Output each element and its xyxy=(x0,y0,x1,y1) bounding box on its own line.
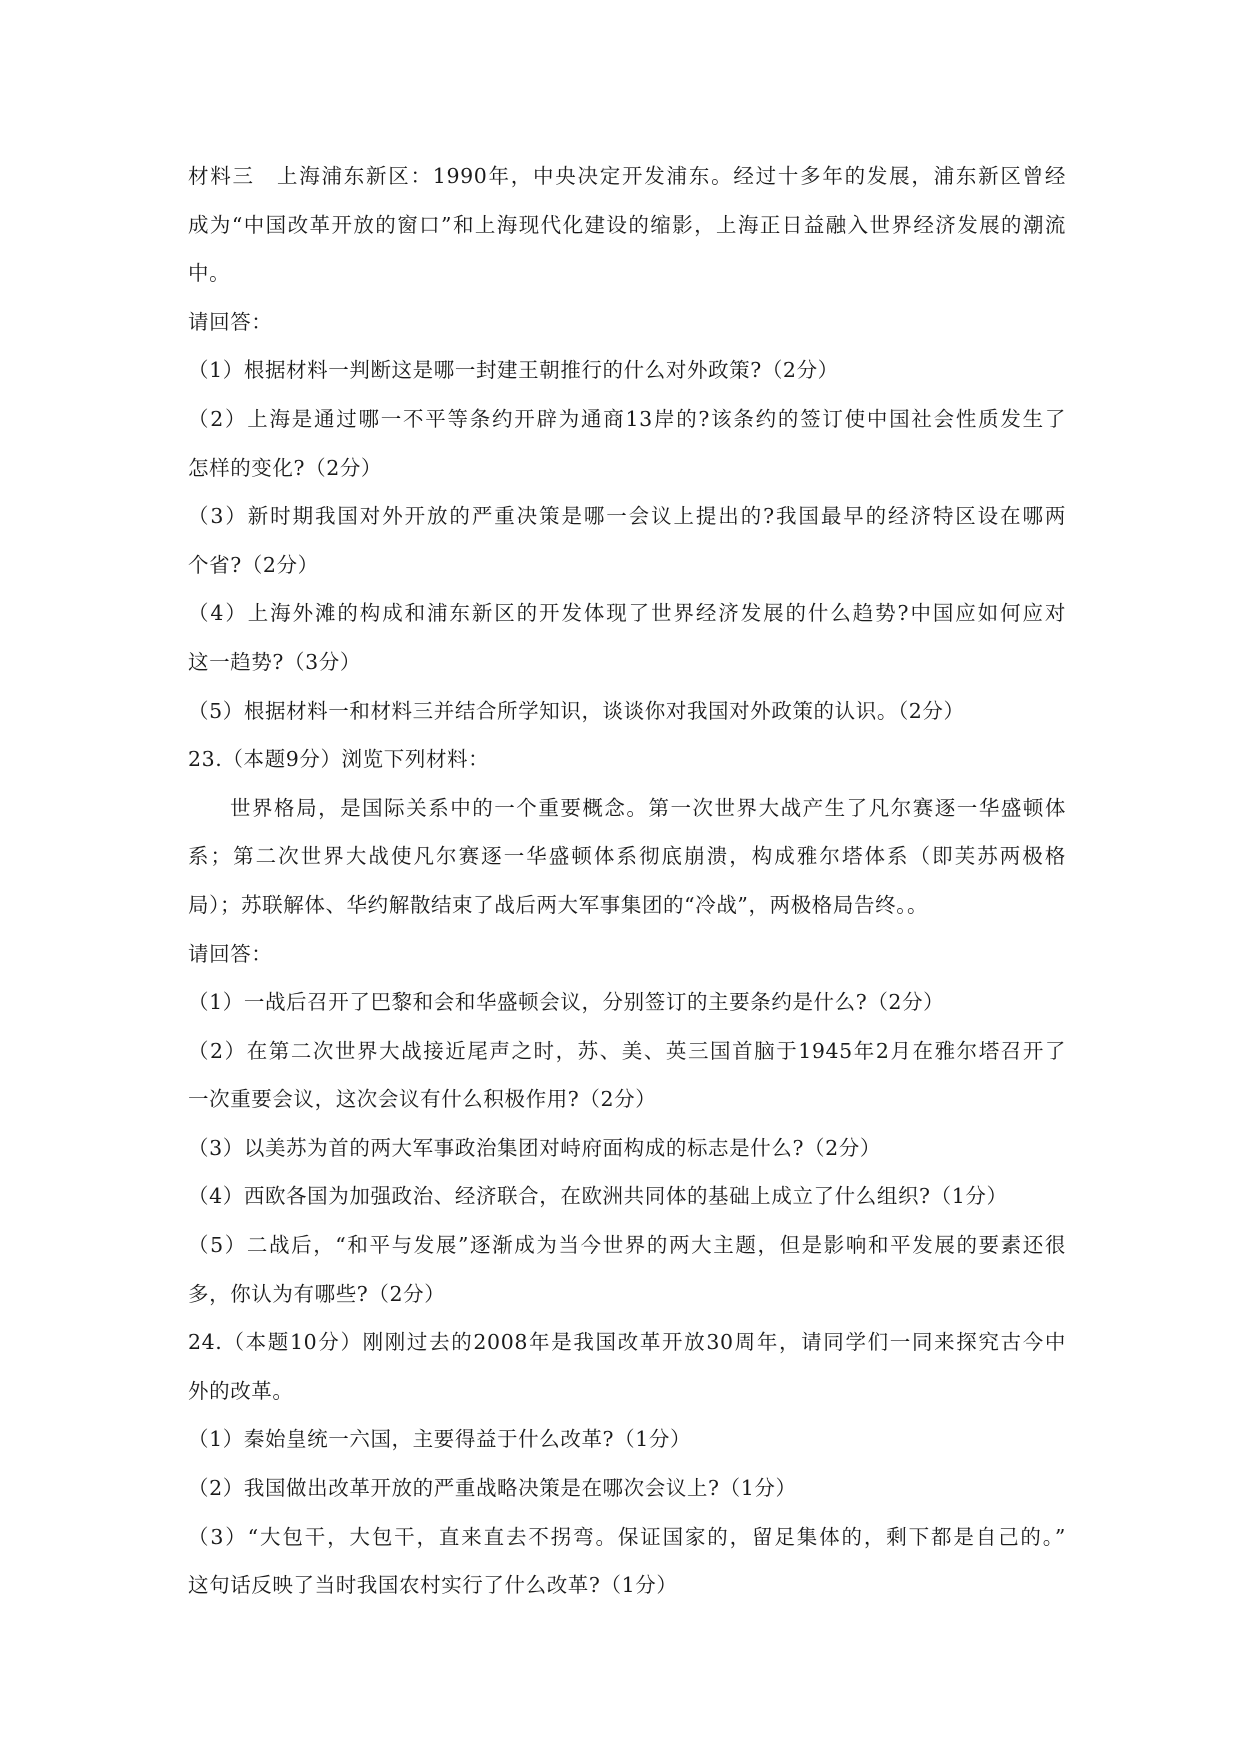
q23-sub-2-line-1: （2）在第二次世界大战接近尾声之时，苏、美、英三国首脑于1945年2月在雅尔塔召开了 xyxy=(188,1038,1066,1063)
material-3 xyxy=(188,152,1066,298)
q22-sub-3-line-1: （3）新时期我国对外开放的严重决策是哪一会议上提出的?我国最早的经济特区设在哪两 xyxy=(188,504,1066,529)
q22-sub-5: （5）根据材料一和材料三并结合所学知识，谈谈你对我国对外政策的认识。（2分） xyxy=(188,698,965,723)
exam-page xyxy=(188,152,1066,1610)
q23-sub-5-line-1: （5）二战后，“和平与发展”逐渐成为当今世界的两大主题，但是影响和平发展的要素还很 xyxy=(188,1233,1066,1258)
q22-sub-3-line-2: 个省?（2分） xyxy=(188,552,319,577)
q22-sub-4-line-2: 这一趋势?（3分） xyxy=(188,649,361,674)
q24-heading-line-1: 24.（本题10分）刚刚过去的2008年是我国改革开放30周年，请同学们一同来探究古今中 xyxy=(188,1330,1066,1355)
material-3-line-1: 材料三 上海浦东新区：1990年，中央决定开发浦东。经过十多年的发展，浦东新区曾经 xyxy=(188,164,1066,188)
q23-material-line-2: 系；第二次世界大战使凡尔赛逐一华盛顿体系彻底崩溃，构成雅尔塔体系（即芙苏两极格 xyxy=(188,844,1066,869)
q23-prompt: 请回答： xyxy=(188,941,273,966)
q23-sub-5-line-2: 多，你认为有哪些?（2分） xyxy=(188,1281,446,1306)
material-3-line-3: 中。 xyxy=(188,261,231,286)
q22-prompt: 请回答： xyxy=(188,309,273,334)
question-22-subquestions xyxy=(188,298,1066,735)
q22-sub-4-line-1: （4）上海外滩的构成和浦东新区的开发体现了世界经济发展的什么趋势?中国应如何应对 xyxy=(188,601,1066,626)
q22-sub-1: （1）根据材料一判断这是哪一封建王朝推行的什么对外政策?（2分） xyxy=(188,358,839,383)
q22-sub-2-line-2: 怎样的变化?（2分） xyxy=(188,455,383,480)
q22-sub-2-line-1: （2）上海是通过哪一不平等条约开辟为通商13岸的?该条约的签订使中国社会性质发生了 xyxy=(188,406,1066,431)
q24-sub-3-line-2: 这句话反映了当时我国农村实行了什么改革?（1分） xyxy=(188,1573,678,1598)
q23-material-line-3: 局）；苏联解体、华约解散结束了战后两大军事集团的“冷战”，两极格局告终。。 xyxy=(188,892,929,917)
question-23 xyxy=(188,735,1066,1318)
q24-sub-1: （1）秦始皇统一六国，主要得益于什么改革?（1分） xyxy=(188,1427,692,1452)
q23-sub-1: （1）一战后召开了巴黎和会和华盛顿会议，分别签订的主要条约是什么?（2分） xyxy=(188,990,945,1015)
q23-sub-2-line-2: 一次重要会议，这次会议有什么积极作用?（2分） xyxy=(188,1087,657,1112)
q23-heading: 23.（本题9分）浏览下列材料： xyxy=(188,747,490,772)
q23-material-line-1: 世界格局，是国际关系中的一个重要概念。第一次世界大战产生了凡尔赛逐一华盛顿体 xyxy=(230,795,1066,820)
q23-sub-3: （3）以美苏为首的两大军事政治集团对峙府面构成的标志是什么?（2分） xyxy=(188,1135,881,1160)
q24-heading-line-2: 外的改革。 xyxy=(188,1378,294,1403)
question-24 xyxy=(188,1318,1066,1610)
q23-sub-4: （4）西欧各国为加强政治、经济联合，在欧洲共同体的基础上成立了什么组织?（1分） xyxy=(188,1184,1008,1209)
q24-sub-2: （2）我国做出改革开放的严重战略决策是在哪次会议上?（1分） xyxy=(188,1476,797,1501)
q24-sub-3-line-1: （3）“大包干，大包干，直来直去不拐弯。保证国家的，留足集体的，剩下都是自己的。” xyxy=(188,1524,1066,1549)
material-3-line-2: 成为“中国改革开放的窗口”和上海现代化建设的缩影，上海正日益融入世界经济发展的潮流 xyxy=(188,212,1066,237)
